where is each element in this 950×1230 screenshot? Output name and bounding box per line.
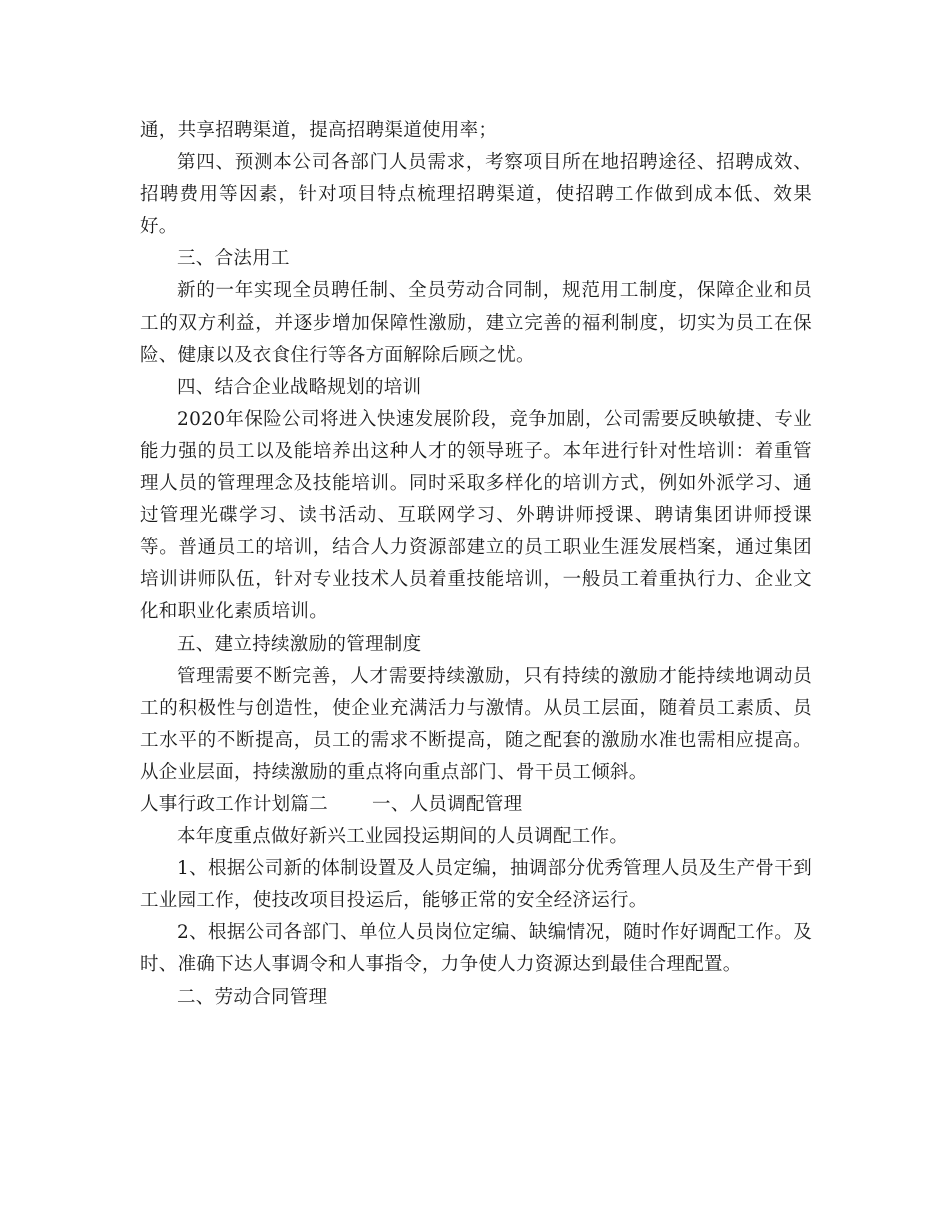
paragraph: 1、根据公司新的体制设置及人员定编，抽调部分优秀管理人员及生产骨干到工业园工作，使技改项目投运后，能够正常的安全经济运行。 bbox=[140, 858, 812, 912]
paragraph: 二、劳动合同管理 bbox=[177, 986, 328, 1008]
article-first-heading: 一、人员调配管理 bbox=[372, 793, 523, 815]
paragraph: 新的一年实现全员聘任制、全员劳动合同制，规范用工制度，保障企业和员工的双方利益，并逐步增加保障性激励，建立完善的福利制度，切实为员工在保险、健康以及衣食住行等各方面解除后顾之忧。 bbox=[140, 280, 812, 366]
paragraph: 管理需要不断完善，人才需要持续激励，只有持续的激励才能持续地调动员工的积极性与创造性，使企业充满活力与激情。从员工层面，随着员工素质、员工水平的不断提高，员工的需求不断提高，随之配套的激励水准也需相应提高。从企业层面，持续激励的重点将向重点部门、骨干员工倾斜。 bbox=[140, 665, 812, 783]
document-body bbox=[140, 115, 812, 1014]
paragraph: 本年度重点做好新兴工业园投运期间的人员调配工作。 bbox=[177, 826, 629, 848]
paragraph: 三、合法用工 bbox=[177, 248, 290, 270]
paragraph: 四、结合企业战略规划的培训 bbox=[177, 376, 422, 398]
paragraph: 第四、预测本公司各部门人员需求，考察项目所在地招聘途径、招聘成效、招聘费用等因素，针对项目特点梳理招聘渠道，使招聘工作做到成本低、效果好。 bbox=[140, 152, 812, 238]
article-title: 人事行政工作计划篇二 bbox=[140, 793, 329, 815]
body-section-after bbox=[140, 821, 812, 1014]
body-section-before bbox=[140, 115, 812, 789]
paragraph: 五、建立持续激励的管理制度 bbox=[177, 633, 422, 655]
article-title-line bbox=[140, 789, 812, 821]
paragraph: 2020年保险公司将进入快速发展阶段，竞争加剧，公司需要反映敏捷、专业能力强的员工以及能培养出这种人才的领导班子。本年进行针对性培训：着重管理人员的管理理念及技能培训。同时采取多样化的培训方式，例如外派学习、通过管理光碟学习、读书活动、互联网学习、外聘讲师授课、聘请集团讲师授课等。普通员工的培训，结合人力资源部建立的员工职业生涯发展档案，通过集团培训讲师队伍，针对专业技术人员着重技能培训，一般员工着重执行力、企业文化和职业化素质培训。 bbox=[140, 408, 812, 623]
paragraph: 2、根据公司各部门、单位人员岗位定编、缺编情况，随时作好调配工作。及时、准确下达人事调令和人事指令，力争使人力资源达到最佳合理配置。 bbox=[140, 922, 812, 976]
paragraph: 通，共享招聘渠道，提高招聘渠道使用率； bbox=[140, 120, 498, 141]
